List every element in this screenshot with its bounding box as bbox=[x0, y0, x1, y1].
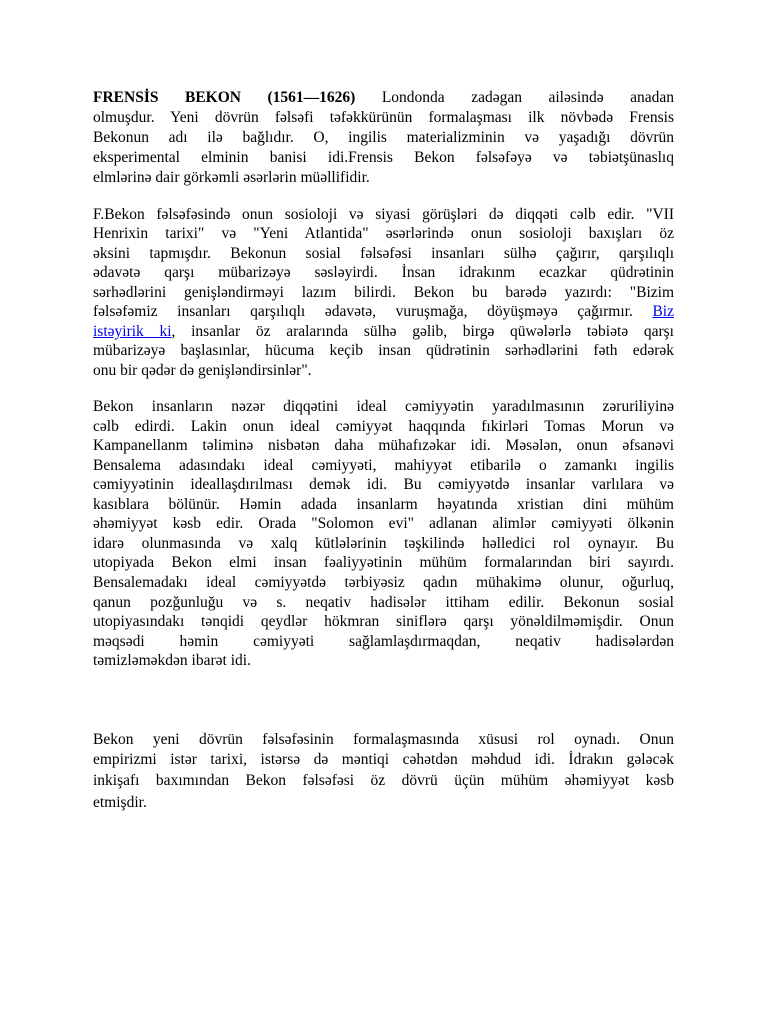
paragraph-line: olmuşdur. Yeni dövrün fəlsəfi təfəkkürünün formalaşması ilk növbədə Frensis bbox=[93, 109, 674, 126]
text-run: Londonda zadəgan ailəsində anadan bbox=[381, 89, 674, 106]
paragraph-line: elmlərinə dair görkəmli əsərlərin müəllifidir. bbox=[93, 169, 370, 186]
paragraph-line: əhəmiyyət kəsb edir. Orada "Solomon evi" adlanan alimlər cəmiyyəti ölkənin bbox=[93, 515, 674, 532]
paragraph-line: məqsədi həmin cəmiyyəti sağlamlaşdırmaqdan, neqativ hadisələrdən bbox=[93, 633, 674, 650]
paragraph-line: idarə olunmasında və xalq kütlələrinin təşkilində həlledici rol oynayır. Bu bbox=[93, 535, 674, 552]
paragraph-line bbox=[93, 322, 674, 342]
paragraph-line: Kampanellanm təliminə nisbətən daha mühafızəkar idi. Məsələn, onun əfsanəvi bbox=[93, 437, 674, 454]
author-heading: FRENSİS BEKON (1561—1626) bbox=[93, 89, 356, 106]
inline-link-part-2[interactable]: istəyirik ki bbox=[93, 323, 172, 340]
paragraph-line: Bekon yeni dövrün fəlsəfəsinin formalaşmasında xüsusi rol oynadı. Onun bbox=[93, 731, 674, 748]
inline-link-part-1[interactable]: Biz bbox=[652, 303, 674, 320]
paragraph-line: təmizləməkdən ibarət idi. bbox=[93, 652, 251, 669]
paragraph-line: cəlb edirdi. Lakin onun ideal cəmiyyət haqqında fıkirləri Tomas Morun və bbox=[93, 418, 674, 435]
text-run: , insanlar öz aralarında sülhə gəlib, birgə qüwələrlə təbiətə qarşı bbox=[171, 323, 674, 340]
paragraph-line: Bensalema adasındakı ideal cəmiyyəti, mahiyyət etibarilə o zamankı ingilis bbox=[93, 457, 674, 474]
paragraph-line: mübarizəyə başlasınlar, hücuma keçib insan qüdrətinin sərhədlərini fəth edərək bbox=[93, 342, 674, 359]
paragraph-line: cəmiyyətinin ideallaşdırılması demək idi. Bu cəmiyyətdə insanlar varlılara və bbox=[93, 476, 674, 493]
paragraph-line: empirizmi istər tarixi, istərsə də məntiqi cəhətdən məhdud idi. İdrakın gələcək bbox=[93, 751, 674, 768]
paragraph-line: F.Bekon fəlsəfəsində onun sosioloji və siyasi görüşləri də diqqəti cəlb edir. "VII bbox=[93, 206, 674, 223]
paragraph-line: etmişdir. bbox=[93, 794, 147, 811]
paragraph-line: Bekonun adı ilə bağlıdır. O, ingilis materializminin və yaşadığı dövrün bbox=[93, 129, 674, 146]
paragraph-line: eksperimental elminin banisi idi.Frensis Bekon fəlsəfəyə və təbiətşünaslıq bbox=[93, 149, 674, 166]
paragraph-line: utopiyasındakı tənqidi qeydlər hökmran siniflərə qarşı yönəldilməmişdir. Onun bbox=[93, 613, 674, 630]
paragraph-line: Bekon insanların nəzər diqqətini ideal cəmiyyətin yaradılmasının zəruriliyinə bbox=[93, 398, 674, 415]
paragraph-line: sərhədlərini genişləndirməyi lazım bilirdi. Bekon bu barədə yazırdı: "Bizim bbox=[93, 284, 674, 301]
paragraph-line: onu bir qədər də genişləndirsinlər". bbox=[93, 362, 312, 379]
paragraph-line bbox=[93, 302, 674, 322]
paragraph-line: ədavətə qarşı mübarizəyə səsləyirdi. İnsan idrakınm ecazkar qüdrətinin bbox=[93, 264, 674, 281]
paragraph-line bbox=[93, 88, 674, 108]
paragraph-line: utopiyada Bekon elmi insan fəaliyyətinin mühüm formalarından biri sayırdı. bbox=[93, 554, 674, 571]
paragraph-line: inkişafı baxımından Bekon fəlsəfəsi öz dövrü üçün mühüm əhəmiyyət kəsb bbox=[93, 772, 674, 789]
paragraph-line: qanun pozğunluğu və s. neqativ hadisələr ittiham edilir. Bekonun sosial bbox=[93, 594, 674, 611]
paragraph-line: Henrixin tarixi" və "Yeni Atlantida" əsərlərində onun sosioloji baxışları öz bbox=[93, 225, 674, 242]
paragraph-line: Bensalemadakı ideal cəmiyyətdə tərbiyəsiz qadın mühakimə olunur, oğurluq, bbox=[93, 574, 674, 591]
text-run: fəlsəfəmiz insanları qarşılıqlı ədavətə, vuruşmağa, döyüşməyə çağırmır. bbox=[93, 303, 633, 320]
paragraph-line: kasıblara bölünür. Həmin adada insanlarm həyatında xristian dini mühüm bbox=[93, 496, 674, 513]
paragraph-line: əksini tapmışdır. Bekonun sosial fəlsəfəsi insanları sülhə çağırır, qarşılıqlı bbox=[93, 245, 674, 262]
